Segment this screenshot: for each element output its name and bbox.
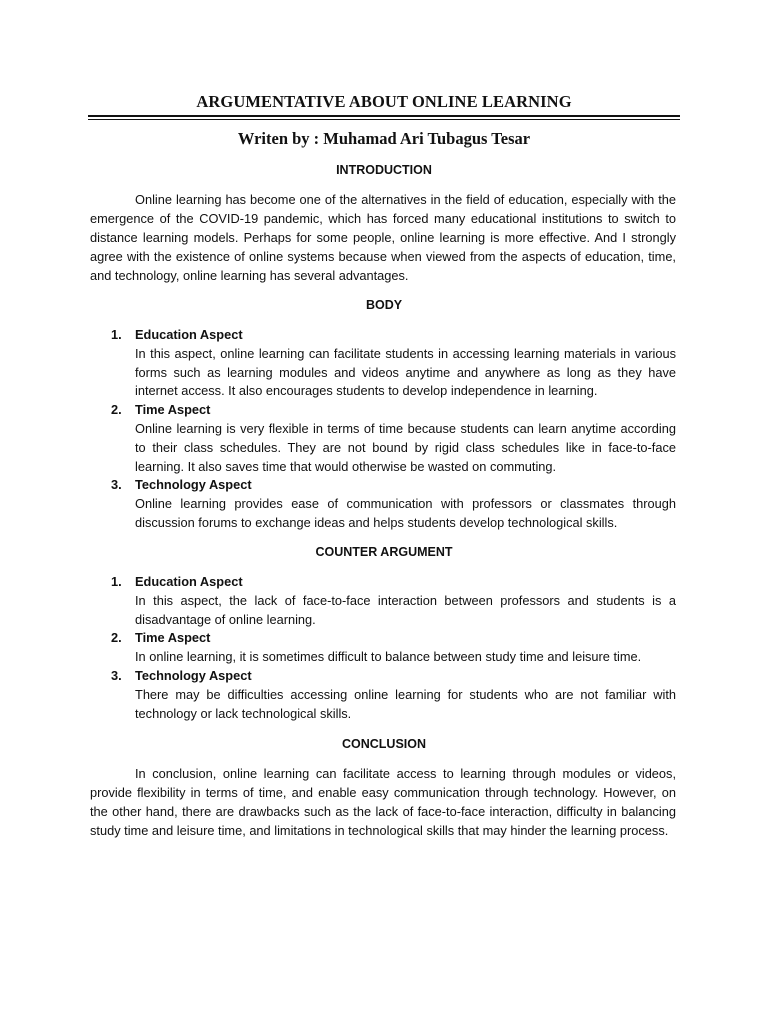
conclusion-paragraph: In conclusion, online learning can facilitate access to learning through modules or videos, provide flexibility in terms of time, and enable easy communication through technology. However, on the other hand, there are drawbacks such as the lack of face-to-face interaction, difficulty in balancing study time and leisure time, and limitations in technological skills that may hinder the learning process. (90, 766, 676, 838)
title-rule-thick (88, 115, 680, 117)
list-item-title: Time Aspect (135, 630, 211, 646)
list-item-text: In online learning, it is sometimes difficult to balance between study time and leisure time. (135, 649, 642, 665)
introduction-heading: INTRODUCTION (336, 163, 432, 177)
list-item-title: Technology Aspect (135, 477, 252, 493)
list-item-title: Education Aspect (135, 327, 243, 342)
list-item-title: Technology Aspect (135, 667, 252, 683)
list-item-text: Online learning provides ease of communication with professors or classmates through discussion forums to exchange ideas and helps students develop technological skills. (135, 496, 676, 530)
body-heading: BODY (365, 298, 403, 312)
list-item-number: 1. (111, 327, 122, 342)
conclusion-heading: CONCLUSION (341, 737, 427, 751)
counter-argument-heading: COUNTER ARGUMENT (315, 545, 453, 559)
list-item (90, 573, 676, 629)
list-item-text: In this aspect, online learning can facilitate students in accessing learning materials in various forms such as learning modules and videos anytime and anywhere as long as they have internet access. It also encourages students to develop independence in learning. (135, 345, 676, 399)
list-item-number: 2. (111, 630, 122, 646)
title-rule-thin (88, 119, 680, 120)
list-item-number: 2. (111, 402, 122, 418)
list-item-title: Time Aspect (135, 402, 211, 418)
list-item-text: There may be difficulties accessing online learning for students who are not familiar with technology or lack technological skills. (135, 686, 676, 721)
list-item (90, 401, 676, 476)
counter-argument-list (90, 573, 676, 723)
document-title: ARGUMENTATIVE ABOUT ONLINE LEARNING (196, 92, 572, 111)
list-item-text: Online learning is very flexible in terms of time because students can learn anytime according to their class schedules. They are not bound by rigid class schedules like in face-to-face learning. It also saves time that would otherwise be wasted on commuting. (135, 420, 676, 474)
list-item-number: 3. (111, 477, 122, 493)
introduction-paragraph: Online learning has become one of the alternatives in the field of education, especially with the emergence of the COVID-19 pandemic, which has forced many educational institutions to switch to distance learning models. Perhaps for some people, online learning is more effective. And I strongly agree with the existence of online systems because when viewed from the aspects of education, time, and technology, online learning has several advantages. (90, 192, 676, 283)
author-line: Writen by : Muhamad Ari Tubagus Tesar (237, 129, 531, 148)
list-item (90, 326, 676, 401)
list-item (90, 476, 676, 532)
list-item-number: 1. (111, 574, 122, 589)
list-item (90, 629, 676, 667)
list-item (90, 667, 676, 723)
list-item-number: 3. (111, 667, 122, 683)
body-list (90, 326, 676, 533)
list-item-title: Education Aspect (135, 574, 243, 589)
list-item-text: In this aspect, the lack of face-to-face interaction between professors and students is a disadvantage of online learning. (135, 592, 676, 627)
